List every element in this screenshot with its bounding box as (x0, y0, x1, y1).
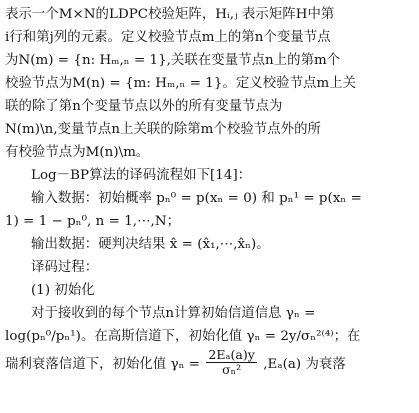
text-line-2: i行和第j列的元素。定义校验节点m上的第n个变量节点 (5, 30, 331, 45)
rayleigh-formula-line (5, 348, 411, 382)
input-data-continuation: 1) = 1 − pₙ⁰, n = 1,⋯,N； (5, 214, 181, 229)
input-data-line: 输入数据：初始概率 pₙ⁰ = p(xₙ = 0) 和 pₙ¹ = p(xₙ = (31, 191, 362, 206)
rayleigh-formula-prefix: 瑞利衰落信道下，初始化值 γₙ = (5, 357, 201, 372)
text-line-6: N(m)\n,变量节点n上关联的除第m个校验节点外的所 (5, 122, 321, 137)
text-line-5: 联的除了第n个变量节点以外的所有变量节点为 (5, 99, 283, 114)
fraction-denominator: σₙ² (222, 362, 242, 377)
output-data-line: 输出数据：硬判决结果 x̂ = (x̂₁,⋯,x̂ₙ)。 (31, 237, 270, 252)
initialization-step-heading: (1) 初始化 (31, 283, 95, 298)
text-line-7: 有校验节点为M(n)\m。 (5, 145, 150, 160)
rayleigh-formula-suffix: ,Eₐ(a) 为衰落 (263, 357, 346, 372)
initialization-text-line-1: 对于接收到的每个节点n计算初始信道信息 γₙ = (31, 306, 316, 321)
decoding-process-heading: 译码过程： (31, 260, 99, 275)
initialization-text-line-2: log(pₙ⁰/pₙ¹)。在高斯信道下，初始化值 γₙ = 2y/σₙ²⁽⁴⁾；在 (5, 329, 361, 344)
algorithm-intro-line: Log－BP算法的译码流程如下[14]： (31, 168, 252, 183)
text-line-1: 表示一个M×N的LDPC校验矩阵，Hᵢ,ⱼ 表示矩阵H中第 (5, 7, 335, 22)
text-line-4: 校验节点为M(n) = {m: Hₘ,ₙ = 1}。定义校验节点m上关 (5, 76, 357, 91)
fraction-numerator: 2Eₐ(a)y (208, 348, 255, 362)
text-line-3: 为N(m) = {n: Hₘ,ₙ = 1},关联在变量节点n上的第m个 (5, 53, 341, 68)
rayleigh-fraction (206, 348, 257, 377)
